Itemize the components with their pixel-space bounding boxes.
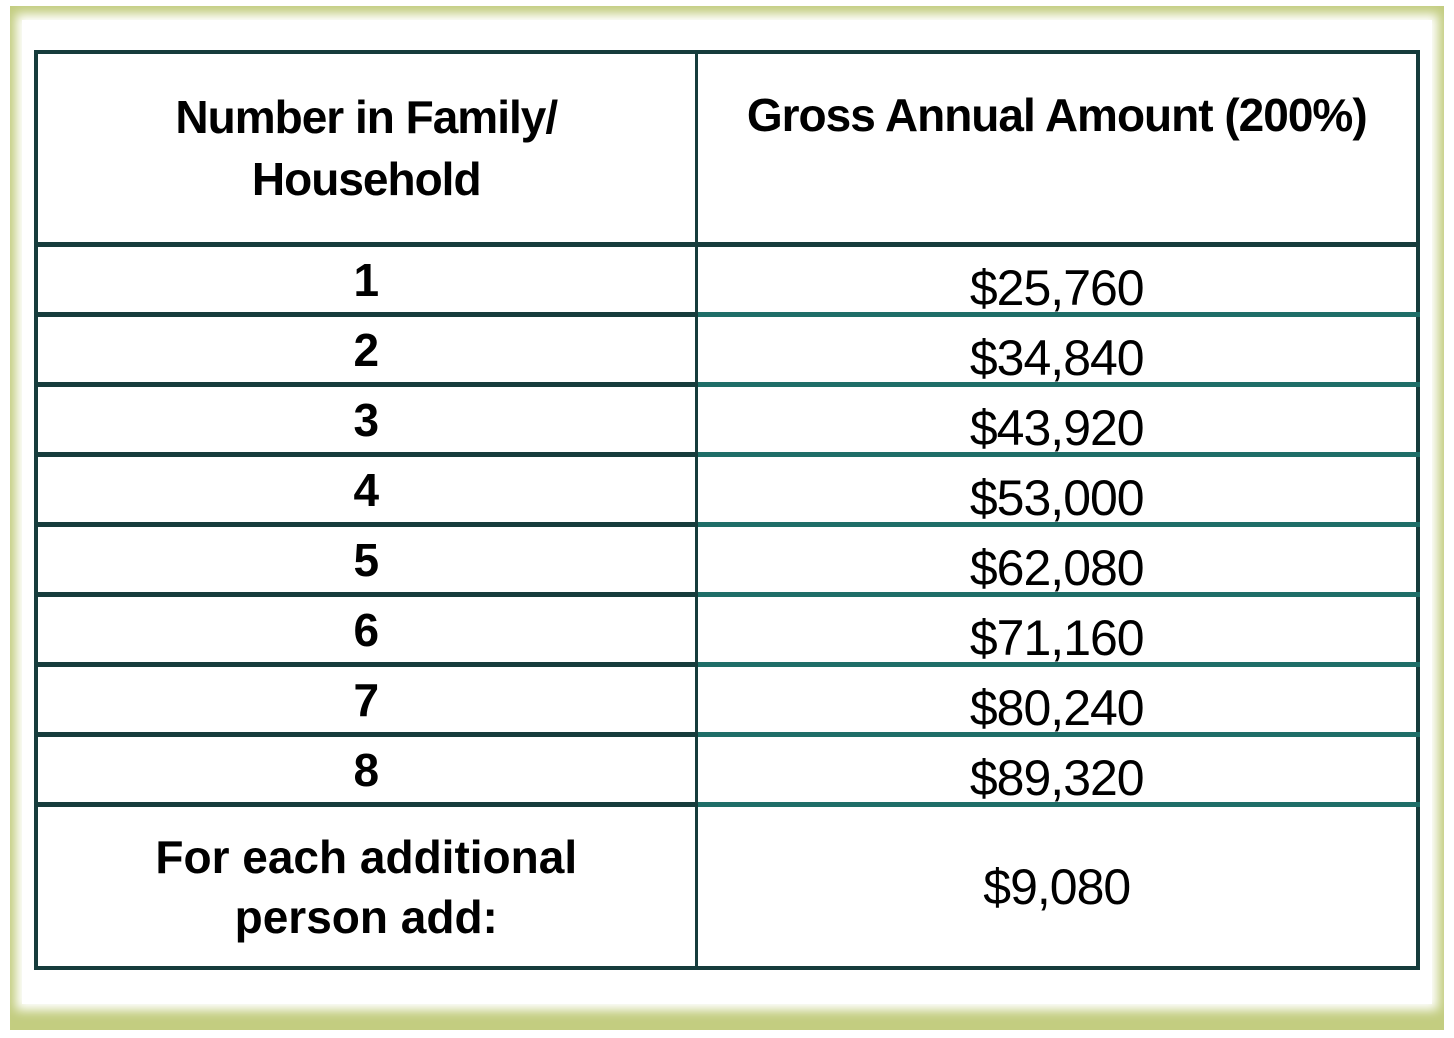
additional-person-label: [36, 805, 696, 969]
table-row: [36, 385, 1418, 455]
table-row: [36, 525, 1418, 595]
family-size-cell: 7: [36, 665, 696, 735]
table-row: [36, 665, 1418, 735]
table-row: [36, 735, 1418, 805]
income-table: [34, 50, 1420, 970]
amount-cell: $43,920: [696, 385, 1418, 455]
header-number-line2: Household: [251, 153, 481, 205]
table-footer-row: [36, 805, 1418, 969]
additional-person-line1: For each additional: [155, 830, 578, 883]
family-size-cell: 8: [36, 735, 696, 805]
amount-cell: $34,840: [696, 315, 1418, 385]
amount-cell: $53,000: [696, 455, 1418, 525]
family-size-cell: 6: [36, 595, 696, 665]
amount-cell: $80,240: [696, 665, 1418, 735]
header-gross-annual-amount: Gross Annual Amount (200%): [696, 52, 1418, 245]
additional-person-line2: person add:: [234, 890, 498, 943]
table-row: [36, 245, 1418, 315]
header-number-line1: Number in Family/: [175, 91, 558, 143]
additional-person-amount: $9,080: [696, 805, 1418, 969]
family-size-cell: 3: [36, 385, 696, 455]
table-header-row: [36, 52, 1418, 245]
family-size-cell: 5: [36, 525, 696, 595]
table-row: [36, 455, 1418, 525]
amount-cell: $89,320: [696, 735, 1418, 805]
table-row: [36, 595, 1418, 665]
family-size-cell: 4: [36, 455, 696, 525]
amount-cell: $71,160: [696, 595, 1418, 665]
family-size-cell: 1: [36, 245, 696, 315]
amount-cell: $62,080: [696, 525, 1418, 595]
amount-cell: $25,760: [696, 245, 1418, 315]
header-number-in-family: [36, 52, 696, 245]
table-row: [36, 315, 1418, 385]
family-size-cell: 2: [36, 315, 696, 385]
